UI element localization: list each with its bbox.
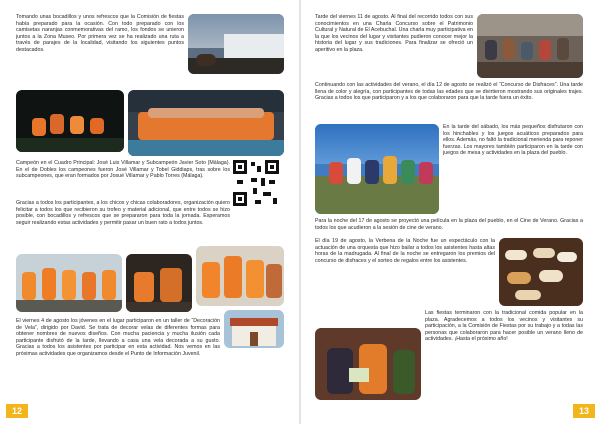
party-paragraph: El día 19 de agosto, la Verbena de la Noche fue un espectáculo con la actuación de una orquesta que hizo bailar a todos los asistentes hasta altas horas de la madrugada. Al final de la noche se entregaron los premios del concurso de disfraces y el sorteo de regalos entre los asistentes.	[315, 238, 495, 264]
right-page	[301, 0, 600, 424]
cinema-paragraph: Para la noche del 17 de agosto se proyectó una película en la plaza del pueblo, en el Cine de Verano. Gracias a todos los que acudieron a la sesión de cine de verano.	[315, 218, 583, 231]
closing-paragraph: Las fiestas terminaron con la tradicional comida popular en la plaza. Agradecemos a todos los vecinos y visitantes su participación, a la Comisión de Fiestas por su trabajo y a todas las personas que colaboraron para hacer posible un verano lleno de actividades. ¡Hasta el próximo año!	[425, 310, 583, 343]
photo-award	[315, 328, 421, 400]
qr-code[interactable]	[233, 160, 279, 206]
photo-participants-2	[126, 254, 192, 312]
photo-food-table	[499, 238, 583, 306]
thanks-paragraph: Gracias a todos los participantes, a los chicos y chicas colaboradores, organización quiero felicitar a todos los que recibieron su trofeo y material adicional, que entre todos se hizo posible, con bocadillos y refrescos que se prepararon para toda la jornada. Esperamos seguir realizando estas actividades y permitir pasar un buen rato a todos juntos.	[16, 200, 230, 226]
page-number-right: 13	[573, 404, 595, 418]
photo-group-night	[16, 90, 124, 152]
photo-participants-1	[16, 254, 122, 312]
workshop-paragraph: El viernes 4 de agosto los jóvenes en el lugar participaron en un taller de “Decoración de Vela”, dirigido por David. Se trata de decorar velas de diferentes formas para obtener nombres de nuevos diseños. Con mucha paciencia y mucha ilusión cada participante disfrutó de la tarde, llevando a casa una vela decorada a su gusto. Gracias a todos los asistentes por participar en esta actividad. Nos vemos en las próximas actividades que organizamos desde el Punto de Información Juvenil.	[16, 318, 220, 357]
left-page	[0, 0, 299, 424]
costume-paragraph: Continuando con las actividades del verano, el día 12 de agosto se realizó el “Concurso de Disfraces”. Una tarde llena de color y alegría, con participantes de todas las edades que se divirtieron mostrando sus originales trajes. Gracias a todos los que participaron y a los que colaboraron para que la tarde fuera un éxito.	[315, 82, 583, 102]
photo-hiking-group	[315, 124, 439, 214]
photo-audience	[477, 14, 583, 78]
photo-participants-3	[196, 246, 284, 306]
kids-paragraph: En la tarde del sábado, los más pequeños disfrutaron con los hinchables y los juegos acuáticos preparados para ellos. Además, no faltó la tradicional merienda para reponer fuerzas. Los mayores también participaron en la tarde con juegos de mesa y actividades en la plaza del pueblo.	[443, 124, 583, 157]
intro-paragraph: Tomando unas bocadillos y unos refrescos que la Comisión de fiestas había preparado para la ocasión. Con todo preparado con los camisetas naranjas conmemorativas del ramo, los fondos se unieron juntos a la Zona Museo. Por primera vez se ha realizado una ruta a través de parajes de la localidad, visitando los siguientes puntos destacados.	[16, 14, 184, 53]
talk-paragraph: Tarde del viernes 11 de agosto. Al final del recorrido todos con sus conocimientos en una Charla Concurso sobre el Patrimonio Cultural y Natural de El Acebuchal. Una charla muy participativa en la que los vecinos del lugar y visitantes pudieron conocer mejor la historia del lugar y sus tradiciones. Para finalizar se ofreció un aperitivo en la plaza.	[315, 14, 473, 53]
photo-group-court	[128, 90, 284, 156]
photo-house	[224, 310, 284, 348]
page-number-left: 12	[6, 404, 28, 418]
results-paragraph: Campeón en el Cuadro Principal: José Luis Villamar y Subcampeón Javier Soto (Málaga). En el de Dobles los campeones fueron José Villamar y Tobel Giddiaps, tras sobre los subcampeones, que eran formados por Josué Villamar y Pablo Torres (Málaga).	[16, 160, 230, 180]
photo-building-evening	[188, 14, 284, 74]
